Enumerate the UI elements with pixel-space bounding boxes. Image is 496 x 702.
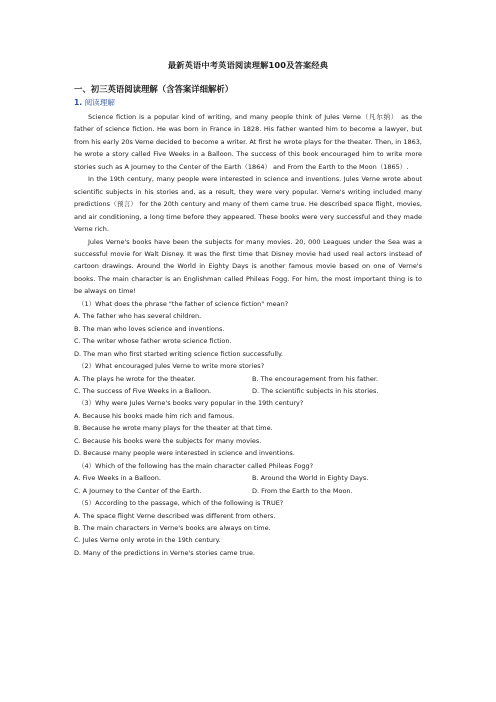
section-heading: 一、初三英语阅读理解（含答案详细解析） — [74, 84, 234, 94]
answer-option: D. From the Earth to the Moon. — [252, 486, 353, 495]
document-title: 最新英语中考英语阅读理解100及答案经典 — [167, 60, 329, 70]
answer-option: D. Many of the predictions in Verne's stories came true. — [74, 548, 255, 557]
question-number: 1. — [74, 98, 83, 107]
answer-option: A. Because his books made him rich and famous. — [74, 411, 235, 420]
question-stem: （1）What does the phrase "the father of science fiction" mean? — [78, 299, 289, 308]
question-stem: （5）According to the passage, which of the following is TRUE? — [78, 499, 284, 508]
option-row — [74, 373, 422, 385]
answer-option: C. A Journey to the Center of the Earth. — [74, 486, 202, 495]
answer-option: C. Jules Verne only wrote in the 19th century. — [74, 536, 221, 545]
answer-option: A. The plays he wrote for the theater. — [74, 374, 196, 383]
option-row — [74, 385, 422, 397]
passage-paragraph: Jules Verne's books have been the subjects for many movies. 20, 000 Leagues under the Sea was a successful movie for Walt Disney. It was the first time that Disney movie had used real actors instead of cartoon drawings. Around the World in Eighty Days is another famous movie based on one of Verne's books. The main character is an Englishman called Phileas Fogg. For him, the most important thing is to be always on time! — [74, 237, 422, 296]
passage-paragraph: Science fiction is a popular kind of writing, and many people think of Jules Verne（凡尔纳） as the father of science fiction. He was born in France in 1828. His father wanted him to become a lawyer, but from his early 20s Verne decided to become a writer. At first he wrote plays for the theater. Then, in 1863, he wrote a story called Five Weeks in a Balloon. The success of this book encouraged him to write more stories such as A Journey to the Center of the Earth（1864） and From the Earth to the Moon（1865）. — [74, 113, 422, 171]
answer-option: A. The father who has several children. — [74, 312, 202, 321]
passage-body — [74, 111, 422, 559]
answer-option: C. Because his books were the subjects for many movies. — [74, 436, 262, 445]
question-stem: （2）What encouraged Jules Verne to write more stories? — [78, 362, 265, 371]
answer-option: D. Because many people were interested in science and inventions. — [74, 449, 295, 458]
question-stem: （4）Which of the following has the main character called Phileas Fogg? — [78, 461, 314, 470]
question-label — [74, 97, 115, 108]
answer-option: B. The man who loves science and inventions. — [74, 324, 225, 333]
answer-option: A. Five Weeks in a Balloon. — [74, 474, 161, 483]
option-row — [74, 485, 422, 497]
answer-option: B. Because he wrote many plays for the theater at that time. — [74, 424, 273, 433]
question-stem: （3）Why were Jules Verne's books very popular in the 19th century? — [78, 399, 304, 408]
answer-option: A. The space flight Verne described was different from others. — [74, 511, 276, 520]
answer-option: D. The man who first started writing science fiction successfully. — [74, 349, 283, 358]
question-type: 阅读理解 — [84, 98, 115, 107]
answer-option: D. The scientific subjects in his stories. — [252, 386, 379, 395]
answer-option: B. Around the World in Eighty Days. — [252, 474, 369, 483]
passage-paragraph: In the 19th century, many people were interested in science and inventions. Jules Verne wrote about scientific subjects in his stories and, as a result, they were very popular. Verne's writing included many predictions（预言） for the 20th century and many of them came true. He described space flight, movies, and air conditioning, a long time before they appeared. These books were very successful and they made Verne rich. — [74, 175, 422, 234]
answer-option: B. The encouragement from his father. — [252, 374, 379, 383]
answer-option: C. The writer whose father wrote science fiction. — [74, 337, 232, 346]
option-row — [74, 472, 422, 484]
answer-option: B. The main characters in Verne's books are always on time. — [74, 523, 271, 532]
answer-option: C. The success of Five Weeks in a Balloon. — [74, 386, 212, 395]
